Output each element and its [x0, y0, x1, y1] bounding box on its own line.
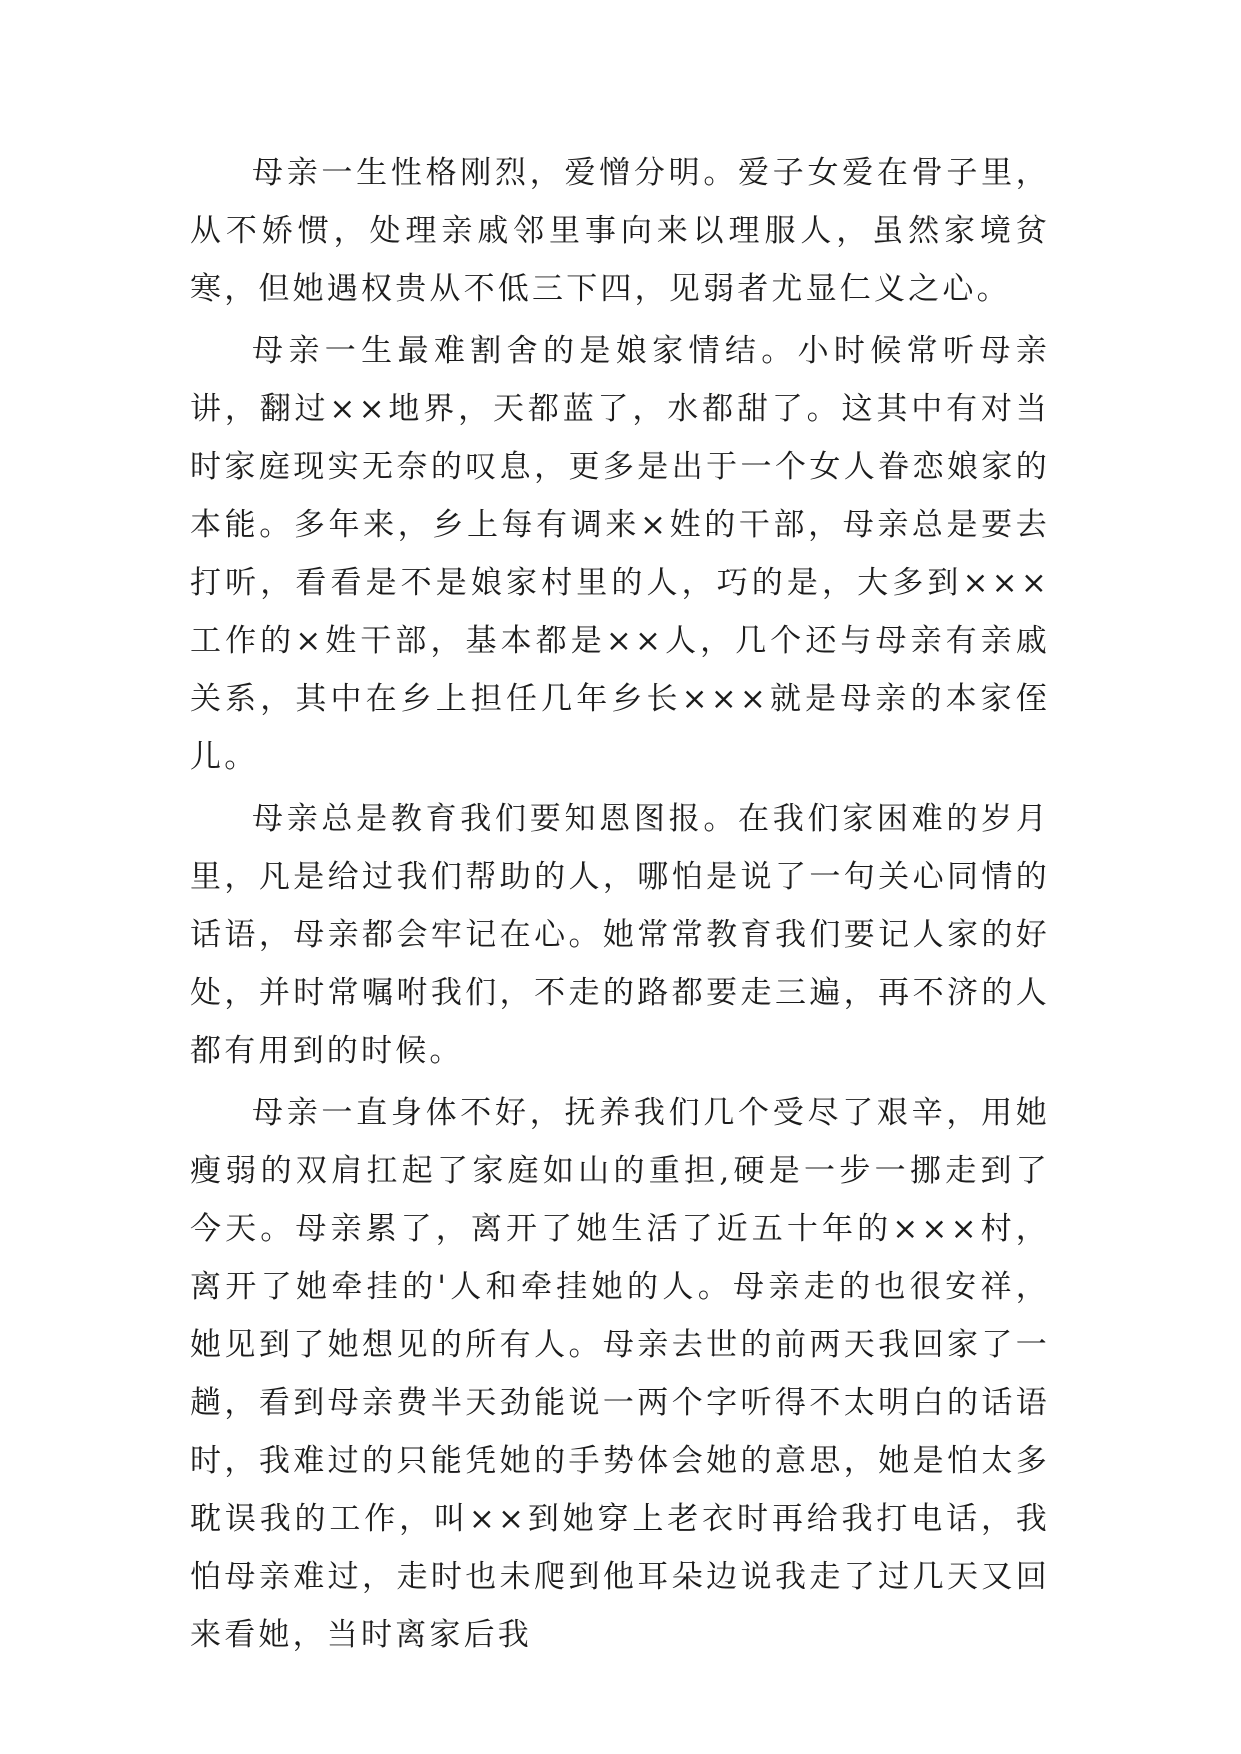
paragraph-4: 母亲一直身体不好，抚养我们几个受尽了艰辛，用她瘦弱的双肩扛起了家庭如山的重担,硬是一步一挪走到了今天。母亲累了，离开了她生活了近五十年的×××村，离开了她牵挂的'人和牵挂她的人。母亲走的也很安祥，她见到了她想见的所有人。母亲去世的前两天我回家了一趟，看到母亲费半天劲能说一两个字听得不太明白的话语时，我难过的只能凭她的手势体会她的意思，她是怕太多耽误我的工作，叫××到她穿上老衣时再给我打电话，我怕母亲难过，走时也未爬到他耳朵边说我走了过几天又回来看她，当时离家后我	[190, 1095, 1050, 1653]
paragraph-3: 母亲总是教育我们要知恩图报。在我们家困难的岁月里，凡是给过我们帮助的人，哪怕是说了一句关心同情的话语，母亲都会牢记在心。她常常教育我们要记人家的好处，并时常嘱咐我们，不走的路都要走三遍，再不济的人都有用到的时候。	[190, 801, 1050, 1069]
document-body	[190, 144, 1050, 1668]
paragraph-2: 母亲一生最难割舍的是娘家情结。小时候常听母亲讲，翻过××地界，天都蓝了，水都甜了。这其中有对当时家庭现实无奈的叹息，更多是出于一个女人眷恋娘家的本能。多年来，乡上每有调来×姓的干部，母亲总是要去打听，看看是不是娘家村里的人，巧的是，大多到×××工作的×姓干部，基本都是××人，几个还与母亲有亲戚关系，其中在乡上担任几年乡长×××就是母亲的本家侄儿。	[190, 333, 1050, 775]
paragraph-1: 母亲一生性格刚烈，爱憎分明。爱子女爱在骨子里，从不娇惯，处理亲戚邻里事向来以理服人，虽然家境贫寒，但她遇权贵从不低三下四，见弱者尤显仁义之心。	[190, 155, 1050, 307]
